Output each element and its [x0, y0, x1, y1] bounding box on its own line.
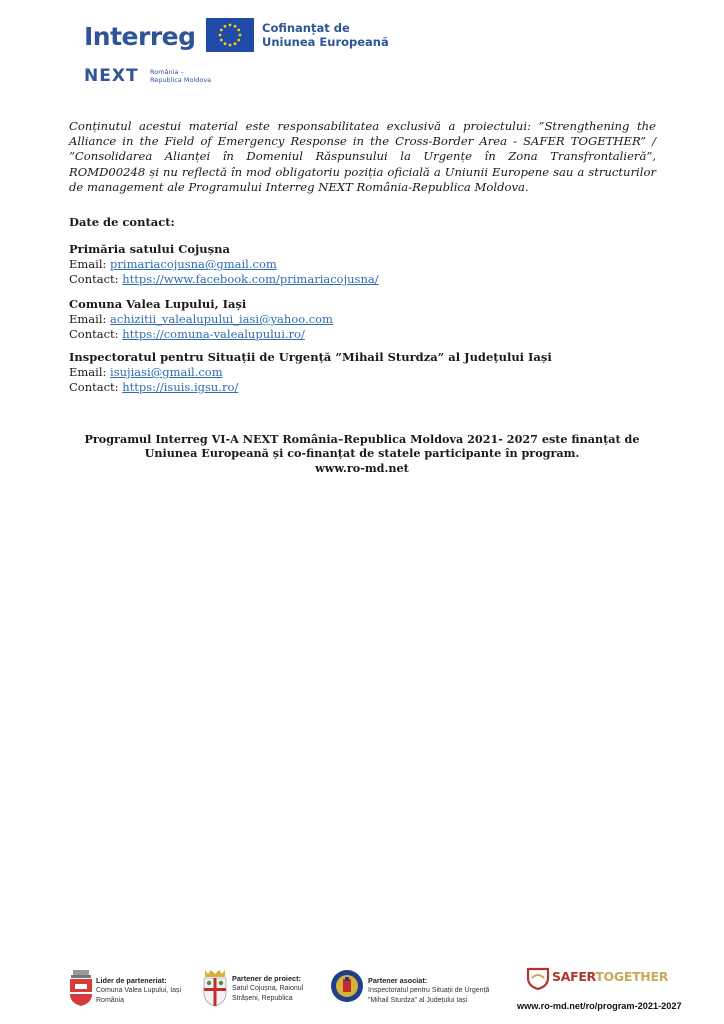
email-link[interactable]: achizitii_valealupului_iasi@yahoo.com	[110, 312, 333, 326]
program-website: www.ro-md.net	[315, 460, 409, 475]
contact-link[interactable]: https://comuna-valealupului.ro/	[122, 327, 305, 341]
program-url: www.ro-md.net/ro/program-2021-2027	[517, 1001, 682, 1011]
email-link[interactable]: primariacojusna@gmail.com	[110, 257, 277, 271]
coat-of-arms-valea-lupului-icon	[68, 968, 94, 1008]
email-link[interactable]: isujiasi@gmail.com	[110, 365, 223, 379]
org-name: Comuna Valea Lupului, Iași	[69, 297, 247, 311]
coat-of-arms-cojusna-icon	[202, 968, 228, 1008]
safer-together-logo: SAFERTOGETHER	[552, 969, 669, 984]
email-label: Email:	[69, 257, 111, 271]
interreg-logo: Interreg	[84, 22, 196, 51]
contact-label: Contact:	[69, 272, 123, 286]
contact-link[interactable]: https://isuis.igsu.ro/	[122, 380, 239, 394]
next-logo: NEXT	[84, 66, 139, 86]
email-label: Email:	[69, 365, 111, 379]
contacts-heading: Date de contact:	[69, 215, 175, 229]
eu-flag-icon	[206, 18, 254, 52]
disclaimer-paragraph: Conținutul acestui material este responsabilitatea exclusivă a proiectului: ”Strengthening the Alliance in the Field of Emergency Response in the Cross-Border Area - SAFER TOGETHER” / ”Consolidarea Alianței în Domeniul Răspunsului la Urgențe în Zona Transfrontalieră”, ROMD00248 și nu reflectă în mod obligatoriu poziția oficială a Uniunii Europene sau a structurilor de management ale Programului Interreg NEXT România-Republica Moldova.	[69, 119, 656, 194]
partners-footer	[0, 962, 724, 1022]
contact-label: Contact:	[69, 327, 123, 341]
partner-lead: Lider de parteneriat: Comuna Valea Lupului, Iași România	[96, 976, 182, 1004]
safer-together-shield-icon	[526, 966, 550, 990]
org-name: Primăria satului Cojușna	[69, 242, 230, 256]
contact-link[interactable]: https://www.facebook.com/primariacojusna/	[122, 272, 379, 286]
contact-block-valea-lupului	[69, 297, 669, 342]
partner-project: Partener de proiect: Satul Cojușna, Raionul Strășeni, Republica	[232, 974, 304, 1002]
contact-block-isu-iasi	[69, 350, 669, 395]
partner-associate: Partener asociat: Inspectoratul pentru Situații de Urgență ”Mihail Sturdza” al Județului Iași	[368, 976, 490, 1004]
contact-block-cojusna	[69, 242, 669, 287]
contact-label: Contact:	[69, 380, 123, 394]
header-logos	[84, 16, 404, 88]
isu-emblem-icon	[330, 968, 364, 1004]
email-label: Email:	[69, 312, 111, 326]
org-name: Inspectoratul pentru Situații de Urgență ”Mihail Sturdza” al Județului Iași	[69, 350, 552, 364]
program-funding-note: Programul Interreg VI-A NEXT România–Republica Moldova 2021- 2027 este finanțat de Uniunea Europeană și co-finanțat de statele participante în program. www.ro-md.net	[60, 432, 664, 475]
cofinance-text: Cofinanțat de Uniunea Europeană	[262, 21, 389, 49]
next-subtitle: România – Republica Moldova	[150, 68, 212, 84]
